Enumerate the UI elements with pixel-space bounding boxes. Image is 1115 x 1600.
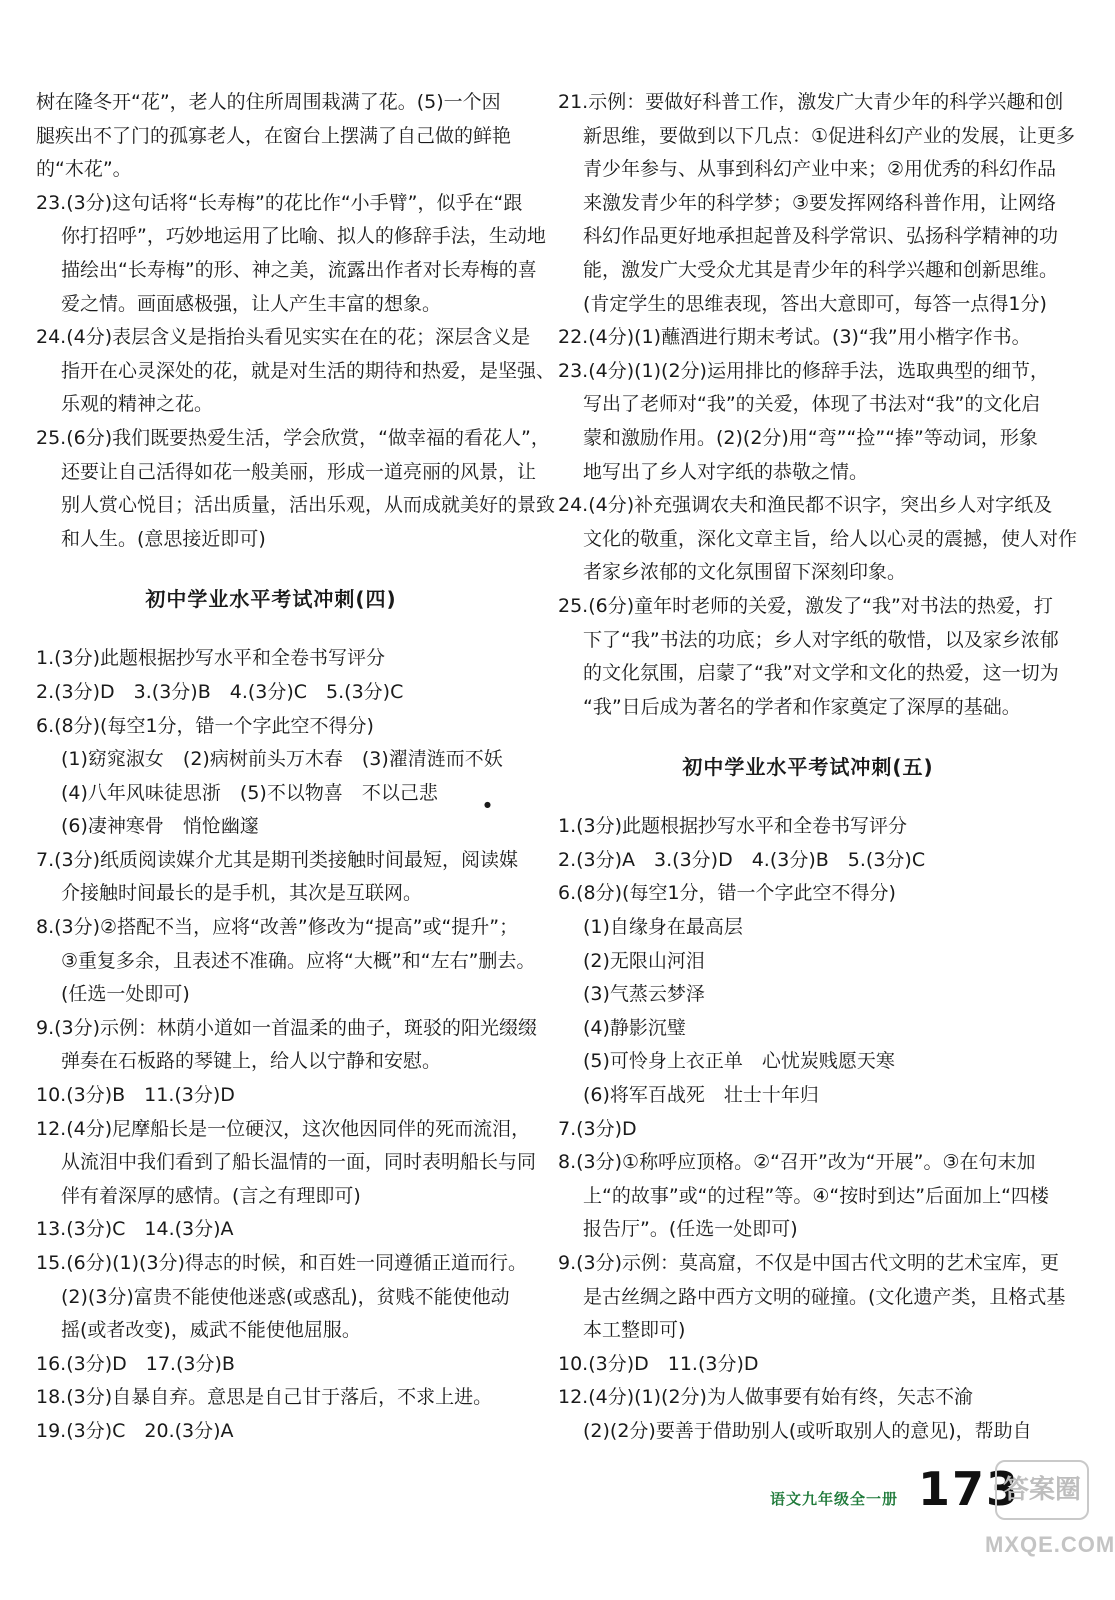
text-line: 下了“我”书法的功底；乡人对字纸的敬惜，以及家乡浓郁 <box>583 628 1059 651</box>
answer-line: 2.(3分)A 3.(3分)D 4.(3分)B 5.(3分)C <box>558 848 926 871</box>
answer-line: 介接触时间最长的是手机，其次是互联网。 <box>61 882 423 905</box>
answer-line: 12.(4分)(1)(2分)为人做事要有始有终，矢志不渝 <box>558 1386 973 1409</box>
answer-line: (4)静影沉璧 <box>583 1016 686 1039</box>
text-line: 的文化氛围，启蒙了“我”对文学和文化的热爱，这一切为 <box>583 662 1059 685</box>
text-line: 21.示例：要做好科普工作，激发广大青少年的科学兴趣和创 <box>558 91 1064 113</box>
text-line: 指开在心灵深处的花，就是对生活的期待和热爱，是坚强、 <box>61 359 556 382</box>
answer-line: 是古丝绸之路中西方文明的碰撞。(文化遗产类，且格式基 <box>583 1285 1066 1308</box>
answer-line: 2.(3分)D 3.(3分)B 4.(3分)C 5.(3分)C <box>36 680 404 703</box>
answer-line: 6.(8分)(每空1分，错一个字此空不得分) <box>558 882 896 905</box>
text-line: 23.(3分)这句话将“长寿梅”的花比作“小手臂”，似乎在“跟 <box>36 191 523 214</box>
answer-line: 12.(4分)尼摩船长是一位硬汉，这次他因同伴的死而流泪， <box>36 1117 531 1140</box>
text-line: (肯定学生的思维表现，答出大意即可，每答一点得1分) <box>583 292 1047 315</box>
answer-line: 从流泪中我们看到了船长温情的一面，同时表明船长与同 <box>61 1151 537 1174</box>
answer-line: 13.(3分)C 14.(3分)A <box>36 1218 234 1241</box>
answer-line: (6)凄神寒骨 悄怆幽邃 <box>61 815 259 838</box>
text-line: 腿疾出不了门的孤寡老人，在窗台上摆满了自己做的鲜艳 <box>36 124 512 147</box>
answer-line: 摇(或者改变)，威武不能使他屈服。 <box>61 1319 361 1342</box>
answer-line: (2)(3分)富贵不能使他迷惑(或惑乱)，贫贱不能使他动 <box>61 1285 510 1308</box>
answer-line: (2)(2分)要善于借助别人(或听取别人的意见)，帮助自 <box>583 1419 1032 1442</box>
answer-line: 9.(3分)示例：莫高窟，不仅是中国古代文明的艺术宝库，更 <box>558 1252 1060 1274</box>
answer-line: 7.(3分)纸质阅读媒介尤其是期刊类接触时间最短，阅读媒 <box>36 848 519 871</box>
text-line: 文化的敬重，深化文章主旨，给人以心灵的震撼，使人对作 <box>583 527 1078 550</box>
text-line: 的“木花”。 <box>36 158 132 181</box>
text-line: 24.(4分)补充强调农夫和渔民都不识字，突出乡人对字纸及 <box>558 494 1053 517</box>
answer-line: (3)气蒸云梦泽 <box>583 983 705 1006</box>
answer-line: (2)无限山河泪 <box>583 949 705 972</box>
answer-line: 6.(8分)(每空1分，错一个字此空不得分) <box>36 714 374 737</box>
text-line: 和人生。(意思接近即可) <box>61 527 266 550</box>
answer-line: 报告厅”。(任选一处即可) <box>583 1218 798 1241</box>
book-label: 语文九年级全一册 <box>770 1490 899 1508</box>
answer-line: (1)自缘身在最高层 <box>583 916 743 939</box>
watermark-logo: 答案圈 <box>995 1460 1089 1520</box>
text-line: 25.(6分)童年时老师的关爱，激发了“我”对书法的热爱，打 <box>558 594 1053 617</box>
text-line: 24.(4分)表层含义是指抬头看见实实在在的花；深层含义是 <box>36 326 531 349</box>
answer-line: 16.(3分)D 17.(3分)B <box>36 1352 235 1375</box>
answer-line: 15.(6分)(1)(3分)得志的时候，和百姓一同遵循正道而行。 <box>36 1252 527 1274</box>
text-line: 新思维，要做到以下几点：①促进科幻产业的发展，让更多 <box>583 124 1076 147</box>
page-number: 173 <box>918 1462 1021 1516</box>
text-line: 写出了老师对“我”的关爱，体现了书法对“我”的文化启 <box>583 393 1041 416</box>
text-line: 22.(4分)(1)蘸酒进行期末考试。(3)“我”用小楷字作书。 <box>558 326 1031 349</box>
answer-line: 1.(3分)此题根据抄写水平和全卷书写评分 <box>558 815 908 838</box>
section-title: 初中学业水平考试冲刺(四) <box>145 587 397 612</box>
answer-line: 1.(3分)此题根据抄写水平和全卷书写评分 <box>36 647 386 670</box>
section-title: 初中学业水平考试冲刺(五) <box>682 755 934 780</box>
answer-line: ③重复多余，且表述不准确。应将“大概”和“左右”删去。 <box>61 949 536 972</box>
answer-line: 伴有着深厚的感情。(言之有理即可) <box>61 1184 361 1207</box>
text-line: 别人赏心悦目；活出质量，活出乐观，从而成就美好的景致 <box>61 494 556 517</box>
text-line: 地写出了乡人对字纸的恭敬之情。 <box>583 460 869 483</box>
answer-line: 8.(3分)①称呼应顶格。②“召开”改为“开展”。③在句末加 <box>558 1151 1036 1174</box>
answer-line: 10.(3分)D 11.(3分)D <box>558 1352 759 1375</box>
watermark-url: MXQE.COM <box>985 1532 1115 1557</box>
text-line: “我”日后成为著名的学者和作家奠定了深厚的基础。 <box>583 695 1021 718</box>
text-line: 能，激发广大受众尤其是青少年的科学兴趣和创新思维。 <box>583 258 1059 281</box>
text-line: 树在隆冬开“花”，老人的住所周围栽满了花。(5)一个因 <box>36 91 501 113</box>
text-line: 蒙和激励作用。(2)(2分)用“弯”“捡”“捧”等动词，形象 <box>583 426 1038 449</box>
text-line: 者家乡浓郁的文化氛围留下深刻印象。 <box>583 561 907 584</box>
answer-line: (1)窈窕淑女 (2)病树前头万木春 (3)濯清涟而不妖 <box>61 748 503 771</box>
answer-line: 8.(3分)②搭配不当，应将“改善”修改为“提高”或“提升”； <box>36 916 519 939</box>
text-line: 青少年参与、从事到科幻产业中来；②用优秀的科幻作品 <box>583 158 1057 181</box>
answer-line: 19.(3分)C 20.(3分)A <box>36 1419 234 1442</box>
answer-line: 18.(3分)自暴自弃。意思是自己甘于落后，不求上进。 <box>36 1386 493 1409</box>
text-line: 科幻作品更好地承担起普及科学常识、弘扬科学精神的功 <box>583 225 1059 248</box>
answer-line: (6)将军百战死 壮士十年归 <box>583 1084 819 1107</box>
text-line: 乐观的精神之花。 <box>61 393 214 416</box>
answer-line: 上“的故事”或“的过程”等。④“按时到达”后面加上“四楼 <box>583 1184 1049 1207</box>
left-column <box>36 86 556 1449</box>
answer-line: 本工整即可) <box>583 1319 686 1342</box>
answer-line: (5)可怜身上衣正单 心忧炭贱愿天寒 <box>583 1050 895 1073</box>
answer-line: 10.(3分)B 11.(3分)D <box>36 1084 235 1107</box>
text-line: 描绘出“长寿梅”的形、神之美，流露出作者对长寿梅的喜 <box>61 258 537 281</box>
text-line: 来激发青少年的科学梦；③要发挥网络科普作用，让网络 <box>583 191 1057 214</box>
answer-line: 弹奏在石板路的琴键上，给人以宁静和安慰。 <box>61 1050 442 1073</box>
answer-line: (4)八年风味徒思浙 (5)不以物喜 不以己悲 <box>61 781 438 804</box>
stray-dot: ● <box>484 800 491 809</box>
answer-line: 7.(3分)D <box>558 1117 637 1140</box>
right-column <box>558 86 1078 1449</box>
text-line: 23.(4分)(1)(2分)运用排比的修辞手法，选取典型的细节， <box>558 359 1049 382</box>
text-line: 25.(6分)我们既要热爱生活，学会欣赏，“做幸福的看花人”， <box>36 426 550 449</box>
text-line: 爱之情。画面感极强，让人产生丰富的想象。 <box>61 292 442 315</box>
text-line: 还要让自己活得如花一般美丽，形成一道亮丽的风景，让 <box>61 460 537 483</box>
text-line: 你打招呼”，巧妙地运用了比喻、拟人的修辞手法，生动地 <box>61 225 546 248</box>
answer-line: 9.(3分)示例：林荫小道如一首温柔的曲子，斑驳的阳光缀缀 <box>36 1016 538 1039</box>
answer-line: (任选一处即可) <box>61 983 190 1006</box>
